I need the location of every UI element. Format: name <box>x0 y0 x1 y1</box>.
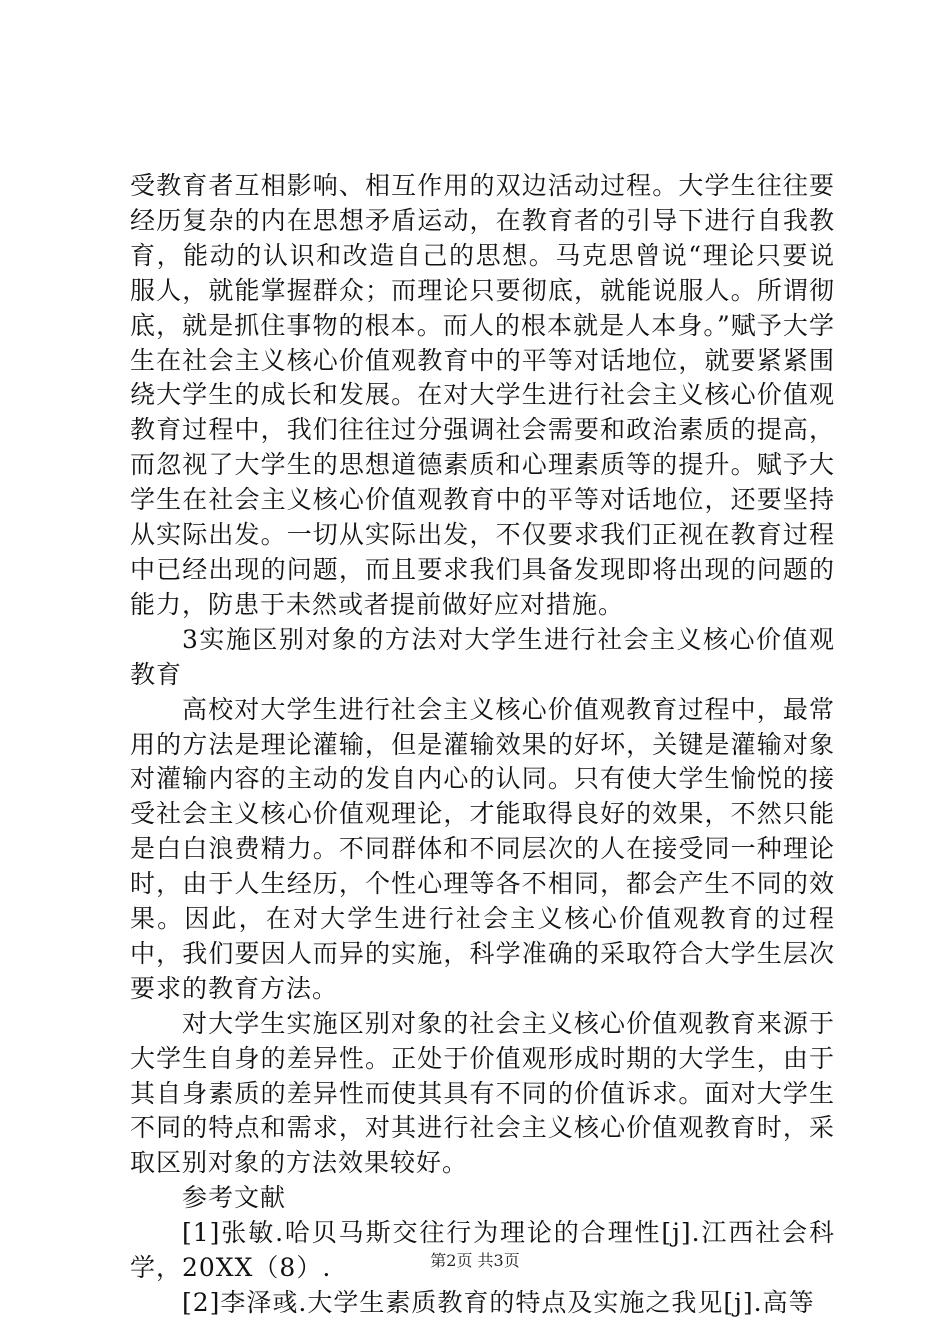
page-number-footer: 第2页 共3页 <box>430 1251 520 1270</box>
section-heading: 3实施区别对象的方法对大学生进行社会主义核心价值观教育 <box>130 624 835 689</box>
paragraph: 高校对大学生进行社会主义核心价值观教育过程中，最常用的方法是理论灌输，但是灌输效果的好坏，关键是灌输对象对灌输内容的主动的发自内心的认同。只有使大学生愉悦的接受社会主义核心价值观理论，才能取得良好的效果，不然只能是白白浪费精力。不同群体和不同层次的人在接受同一种理论时，由于人生经历，个性心理等各不相同，都会产生不同的效果。因此，在对大学生进行社会主义核心价值观教育的过程中，我们要因人而异的实施，科学准确的采取符合大学生层次要求的教育方法。 <box>130 694 835 1003</box>
reference-item: [1]张敏.哈贝马斯交往行为理论的合理性[j].江西社会科学，20XX（8）. <box>130 1218 835 1283</box>
document-body <box>130 169 835 1321</box>
paragraph: 对大学生实施区别对象的社会主义核心价值观教育来源于大学生自身的差异性。正处于价值观形成时期的大学生，由于其自身素质的差异性而使其具有不同的价值诉求。面对大学生不同的特点和需求，对其进行社会主义核心价值观教育时，采取区别对象的方法效果较好。 <box>130 1008 835 1178</box>
reference-item: [2]李泽彧.大学生素质教育的特点及实施之我见[j].高等 <box>182 1288 815 1317</box>
references-heading: 参考文献 <box>182 1183 287 1213</box>
paragraph-continued: 受教育者互相影响、相互作用的双边活动过程。大学生往往要经历复杂的内在思想矛盾运动，在教育者的引导下进行自我教育，能动的认识和改造自己的思想。马克思曾说“理论只要说服人，就能掌握群众；而理论只要彻底，就能说服人。所谓彻底，就是抓住事物的根本。而人的根本就是人本身。”赋予大学生在社会主义核心价值观教育中的平等对话地位，就要紧紧围绕大学生的成长和发展。在对大学生进行社会主义核心价值观教育过程中，我们往往过分强调社会需要和政治素质的提高，而忽视了大学生的思想道德素质和心理素质等的提升。赋予大学生在社会主义核心价值观教育中的平等对话地位，还要坚持从实际出发。一切从实际出发，不仅要求我们正视在教育过程中已经出现的问题，而且要求我们具备发现即将出现的问题的能力，防患于未然或者提前做好应对措施。 <box>130 171 835 619</box>
